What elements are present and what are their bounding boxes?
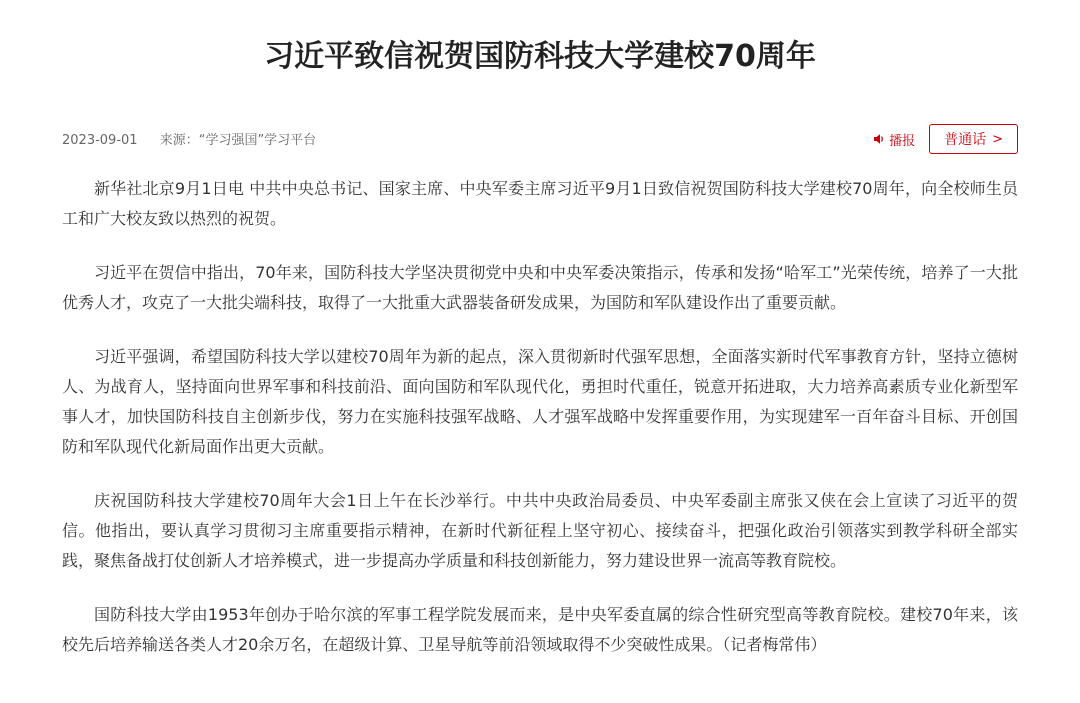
meta-actions <box>873 122 1018 156</box>
article-body <box>62 174 1018 684</box>
paragraph: 新华社北京9月1日电 中共中央总书记、国家主席、中央军委主席习近平9月1日致信祝贺国防科技大学建校70周年，向全校师生员工和广大校友致以热烈的祝贺。 <box>62 179 1018 228</box>
article <box>62 0 1018 654</box>
speaker-icon <box>873 133 885 145</box>
dialect-select-button[interactable] <box>929 124 1018 154</box>
paragraph: 习近平在贺信中指出，70年来，国防科技大学坚决贯彻党中央和中央军委决策指示，传承和发扬“哈军工”光荣传统，培养了一大批优秀人才，攻克了一大批尖端科技，取得了一大批重大武器装备研发成果，为国防和军队建设作出了重要贡献。 <box>62 263 1018 312</box>
chevron-right-icon: > <box>992 131 1003 147</box>
publish-date: 2023-09-01 <box>62 133 138 148</box>
play-button[interactable] <box>873 130 915 149</box>
play-label: 播报 <box>889 133 916 149</box>
article-source: 来源：“学习强国”学习平台 <box>159 133 317 148</box>
article-meta <box>62 122 1018 156</box>
paragraph: 习近平强调，希望国防科技大学以建校70周年为新的起点，深入贯彻新时代强军思想，全面落实新时代军事教育方针，坚持立德树人、为战育人，坚持面向世界军事和科技前沿、面向国防和军队现代化，勇担时代重任，锐意开拓进取，大力培养高素质专业化新型军事人才，加快国防科技自主创新步伐，努力在实施科技强军战略、人才强军战略中发挥重要作用，为实现建军一百年奋斗目标、开创国防和军队现代化新局面作出更大贡献。 <box>62 347 1018 456</box>
paragraph: 庆祝国防科技大学建校70周年大会1日上午在长沙举行。中共中央政治局委员、中央军委副主席张又侠在会上宣读了习近平的贺信。他指出，要认真学习贯彻习主席重要指示精神，在新时代新征程上坚守初心、接续奋斗，把强化政治引领落实到教学科研全部实践，聚焦备战打仗创新人才培养模式，进一步提高办学质量和科技创新能力，努力建设世界一流高等教育院校。 <box>62 491 1018 570</box>
paragraph: 国防科技大学由1953年创办于哈尔滨的军事工程学院发展而来，是中央军委直属的综合性研究型高等教育院校。建校70年来，该校先后培养输送各类人才20余万名，在超级计算、卫星导航等前沿领域取得不少突破性成果。（记者梅常伟） <box>62 605 1018 654</box>
meta-info <box>62 129 316 148</box>
article-title: 习近平致信祝贺国防科技大学建校70周年 <box>264 39 816 74</box>
dialect-label: 普通话 <box>944 132 987 148</box>
